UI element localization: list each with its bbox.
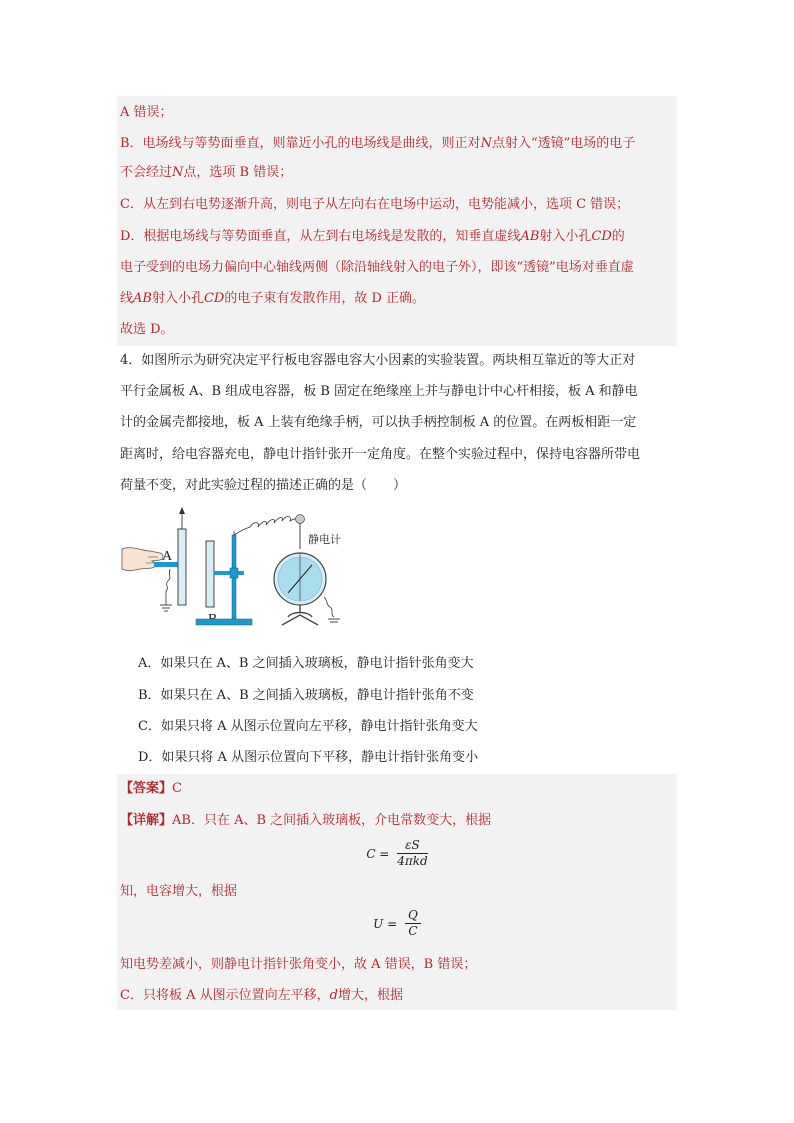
solution-shade-top — [117, 96, 677, 346]
eq1-fraction — [397, 838, 427, 869]
text-d3-end: 的电子束有发散作用，故 D 正确。 — [224, 291, 426, 306]
var-d: d — [329, 988, 338, 1003]
text-conclusion: 故选 D。 — [120, 322, 174, 337]
var-N: N — [172, 165, 184, 180]
explanation-line-1 — [120, 812, 491, 830]
text-d1-end: 的 — [611, 229, 625, 244]
option-b[interactable]: B．如果只在 A、B 之间插入玻璃板，静电计指针张角不变 — [138, 688, 474, 703]
explanation-line-3: 知电势差减小，则静电计指针张角变小，故 A 错误，B 错误； — [120, 957, 477, 972]
label-plate-a: A — [162, 549, 173, 564]
text-d1: D．根据电场线与等势面垂直，从左到右电场线是发散的，知垂直虚线 — [120, 229, 521, 244]
text-b2: 不会经过 — [120, 165, 173, 180]
insulating-stand — [196, 531, 252, 625]
text-a-wrong: A 错误； — [120, 105, 173, 120]
explanation-line-4 — [120, 987, 403, 1005]
option-a[interactable]: A．如果只在 A、B 之间插入玻璃板，静电计指针张角变大 — [138, 656, 474, 671]
plate-a — [178, 529, 186, 605]
plate-b — [206, 541, 214, 607]
explanation-text-1: AB．只在 A、B 之间插入玻璃板，介电常数变大，根据 — [172, 813, 492, 828]
solution-line-d1 — [120, 228, 625, 246]
text-d3-mid: 射入小孔 — [151, 291, 204, 306]
explanation-text-4-end: 增大，根据 — [337, 988, 403, 1003]
connecting-wire — [234, 517, 300, 536]
explanation-text-4: C．只将板 A 从图示位置向左平移， — [120, 988, 330, 1003]
var-N: N — [480, 136, 492, 151]
solution-conclusion — [120, 321, 174, 339]
eq1-denominator: 4πkd — [397, 854, 428, 868]
text-d1-mid: 射入小孔 — [539, 229, 592, 244]
question-line-4: 距离时，给电容器充电，静电计指针张开一定角度。在整个实验过程中，保持电容器所带电 — [120, 447, 641, 462]
eq2-lhs: U = — [373, 916, 398, 931]
solution-line-b1 — [120, 135, 635, 153]
solution-line-b2 — [120, 164, 292, 182]
var-CD: CD — [591, 229, 612, 244]
var-AB: AB — [133, 291, 152, 306]
solution-line-c — [120, 196, 629, 214]
text-b1-end: 点射入“透镜”电场的电子 — [491, 136, 636, 151]
solution-line-a — [120, 104, 173, 122]
question-line-1: 4．如图所示为研究决定平行板电容器电容大小因素的实验装置。两块相互靠近的等大正对 — [120, 353, 636, 368]
electrometer — [274, 515, 340, 626]
solution-line-d3 — [120, 290, 425, 308]
label-electrometer: 静电计 — [308, 533, 341, 546]
text-b2-end: 点，选项 B 错误； — [183, 165, 293, 180]
question-line-3: 计的金属壳都接地，板 A 上装有绝缘手柄，可以执手柄控制板 A 的位置。在两板相距一定 — [120, 415, 637, 430]
var-AB: AB — [520, 229, 540, 244]
question-line-2: 平行金属板 A、B 组成电容器，板 B 固定在绝缘座上并与静电计中心杆相接，板 A 和静电 — [120, 384, 638, 399]
answer-line — [120, 780, 182, 798]
hand-illustration — [122, 548, 163, 571]
eq2-fraction — [405, 908, 421, 939]
text-d3: 线 — [120, 291, 134, 306]
option-c[interactable]: C．如果只将 A 从图示位置向左平移，静电计指针张角变大 — [138, 719, 478, 734]
equation-capacitance — [117, 838, 677, 869]
answer-value: C — [172, 781, 182, 796]
var-CD: CD — [203, 291, 225, 306]
answer-tag: 【答案】 — [120, 781, 173, 796]
capacitor-experiment-figure — [120, 505, 360, 635]
eq1-numerator: εS — [397, 838, 427, 854]
ground-wire-a — [166, 569, 170, 605]
question-line-5: 荷量不变，对此实验过程的描述正确的是（ ） — [120, 478, 407, 493]
solution-line-d2 — [120, 259, 634, 277]
eq2-numerator: Q — [405, 908, 421, 924]
explanation-tag: 【详解】 — [120, 813, 173, 828]
eq1-lhs: C = — [366, 846, 390, 861]
text-b1: B．电场线与等势面垂直，则靠近小孔的电场线是曲线，则正对 — [120, 136, 481, 151]
eq2-denominator: C — [408, 924, 418, 938]
text-d2: 电子受到的电场力偏向中心轴线两侧（除沿轴线射入的电子外），即该“透镜”电场对垂直虚 — [120, 260, 634, 275]
text-c: C．从左到右电势逐渐升高，则电子从左向右在电场中运动，电势能减小，选项 C 错误； — [120, 197, 630, 212]
equation-voltage — [117, 908, 677, 939]
explanation-line-2: 知，电容增大，根据 — [120, 884, 238, 899]
option-d[interactable]: D．如果只将 A 从图示位置向下平移，静电计指针张角变小 — [138, 750, 479, 765]
